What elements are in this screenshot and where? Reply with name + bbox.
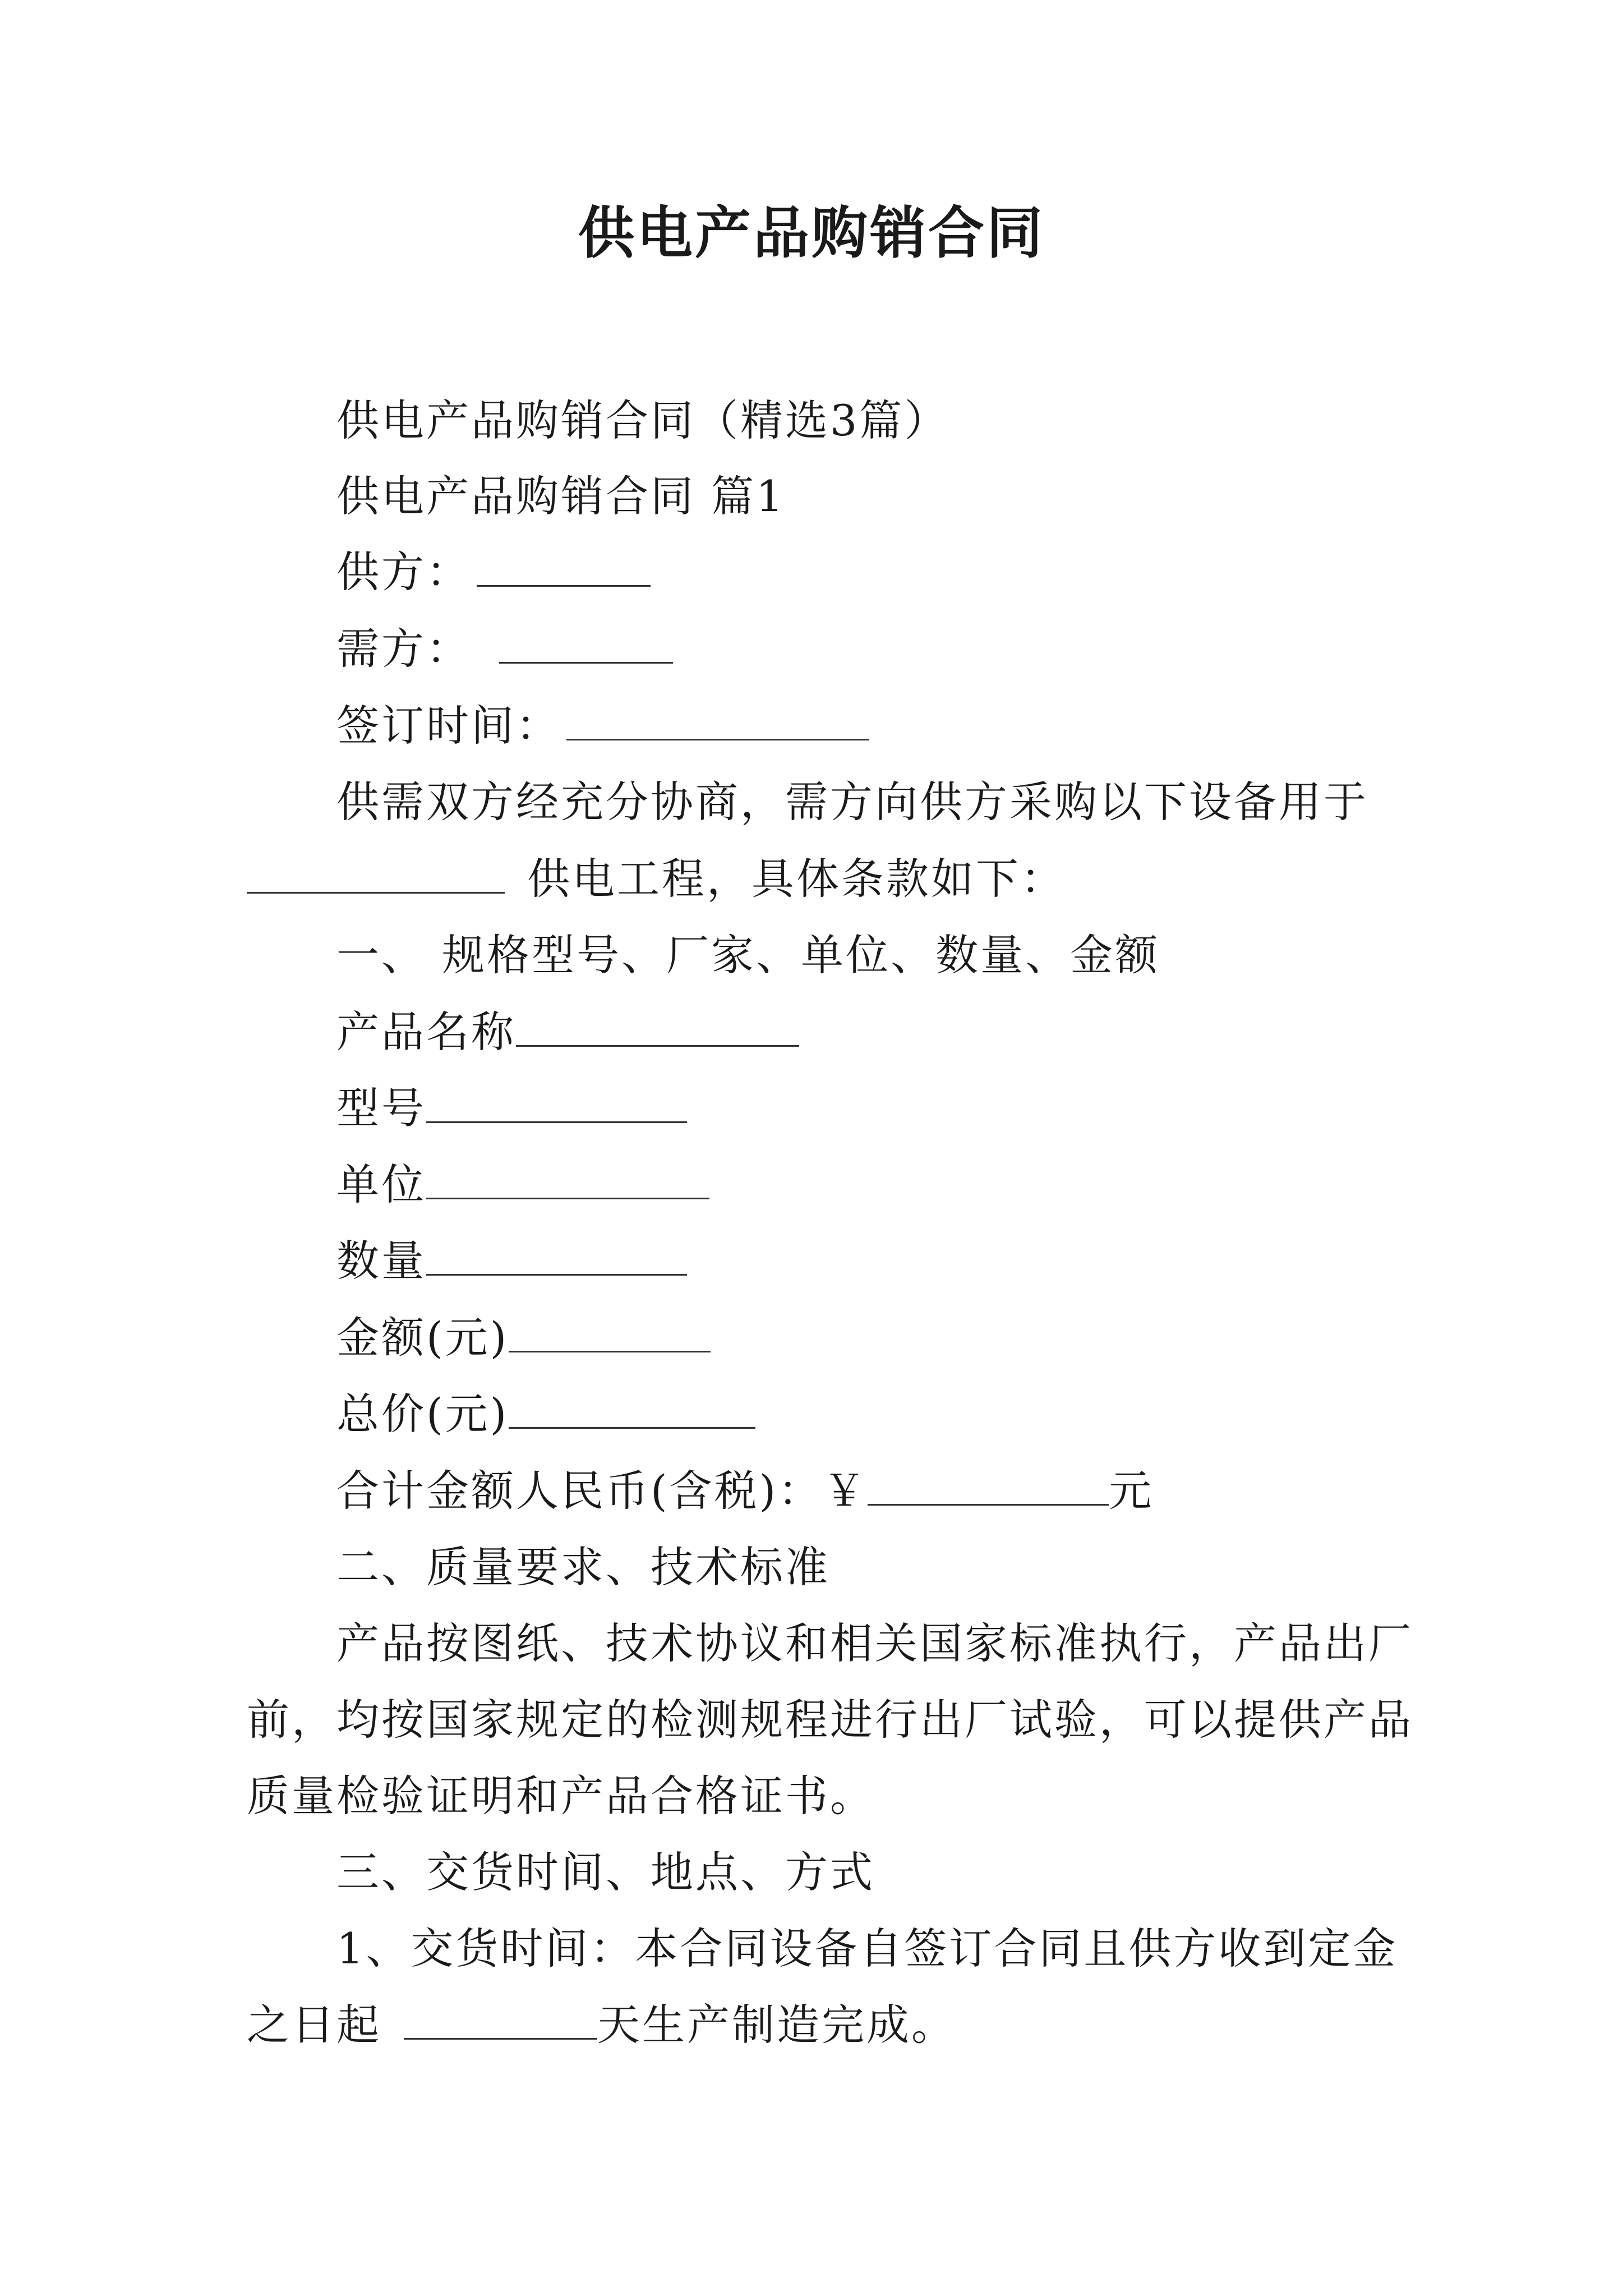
buyer-field: 需方： (336, 621, 673, 677)
model-field: 型号 (336, 1080, 687, 1137)
amount-blank (509, 1312, 711, 1352)
amount-field: 金额(元) (336, 1310, 711, 1366)
section-heading-line: 三、交货时间、地点、方式 (336, 1847, 875, 1897)
quantity-blank (426, 1235, 687, 1276)
document-title: 供电产品购销合同 (578, 200, 1045, 266)
paragraph-line: 前，均按国家规定的检测规程进行出厂试验，可以提供产品 (247, 1695, 1413, 1745)
quantity-field: 数量 (336, 1233, 687, 1289)
total-price-blank (509, 1388, 755, 1429)
paragraph-line: 供需双方经充分协商，需方向供方采购以下设备用于 (336, 777, 1368, 827)
supplier-blank (477, 546, 651, 587)
paragraph-line: 质量检验证明和产品合格证书。 (247, 1771, 875, 1821)
section-heading-line: 二、质量要求、技术标准 (336, 1542, 830, 1592)
signing-date-blank (566, 700, 869, 740)
total-amount-blank (868, 1465, 1109, 1506)
product-name-field: 产品名称 (336, 1004, 799, 1060)
paragraph-line: 供电工程，具体条款如下： (247, 851, 1066, 907)
section-heading-line: 一、 规格型号、厂家、单位、数量、金额 (336, 930, 1160, 980)
signing-date-field: 签订时间： (336, 698, 869, 754)
delivery-days-blank (404, 1999, 597, 2040)
delivery-days-field: 之日起 天生产制造完成。 (247, 2000, 956, 2050)
supplier-field: 供方： (336, 544, 651, 600)
paragraph-line: 产品按图纸、技术协议和相关国家标准执行，产品出厂 (336, 1618, 1413, 1668)
unit-field: 单位 (336, 1157, 709, 1213)
buyer-blank (499, 623, 673, 664)
product-name-blank (516, 1006, 799, 1047)
total-amount-field: 合计金额人民币(含税)：￥ 元 (336, 1466, 1154, 1516)
total-price-field: 总价(元) (336, 1386, 755, 1442)
unit-blank (426, 1158, 709, 1199)
model-blank (426, 1082, 687, 1123)
paragraph-line: 1、交货时间：本合同设备自签订合同且供方收到定金 (336, 1924, 1398, 1973)
subtitle-line: 供电产品购销合同（精选3篇） (336, 395, 949, 445)
section-heading-line: 供电产品购销合同 篇1 (336, 471, 786, 521)
project-blank (247, 853, 505, 894)
